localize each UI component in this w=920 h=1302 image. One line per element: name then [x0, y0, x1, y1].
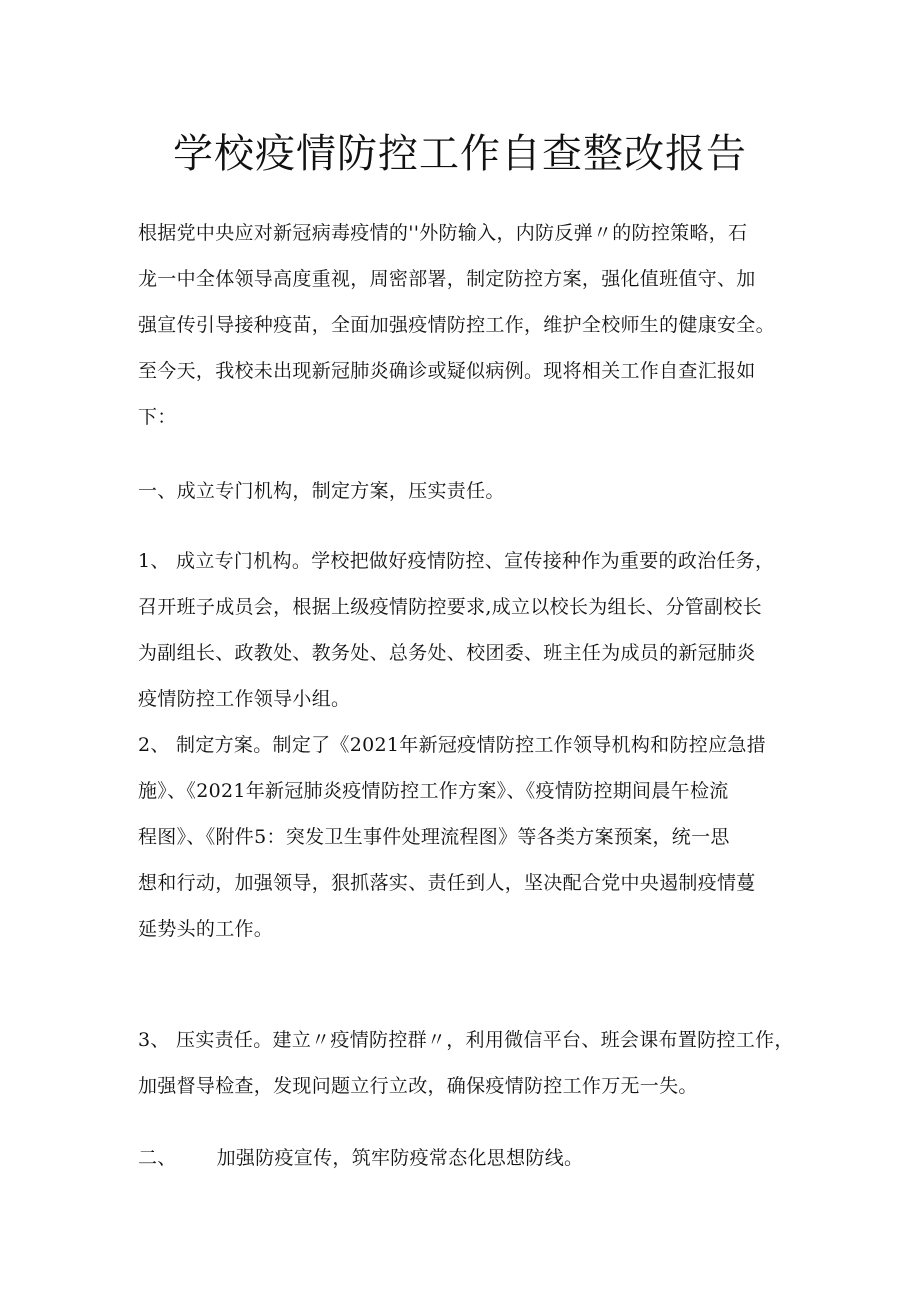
section1-item2-paragraph	[138, 722, 790, 952]
item2-line: 2、 制定方案。制定了《2021年新冠疫情防控工作领导机构和防控应急措	[138, 734, 766, 756]
section2-heading	[138, 1135, 790, 1181]
item1-line: 召开班子成员会，根据上级疫情防控要求,成立以校长为组长、分管副校长	[138, 596, 762, 618]
section1-item3-paragraph	[138, 1017, 794, 1109]
intro-line: 根据党中央应对新冠病毒疫情的''外防输入，内防反弹〃的防控策略，石	[138, 222, 748, 244]
item2-line: 想和行动，加强领导，狠抓落实、责任到人，坚决配合党中央遏制疫情蔓	[138, 872, 756, 894]
item1-line: 疫情防控工作领导小组。	[138, 688, 351, 710]
intro-line: 龙一中全体领导高度重视，周密部署，制定防控方案，强化值班值守、加	[138, 268, 756, 290]
item2-line: 延势头的工作。	[138, 918, 274, 940]
intro-paragraph	[138, 210, 790, 440]
section1-heading-text: 一、成立专门机构，制定方案，压实责任。	[138, 480, 505, 502]
section2-heading-line	[138, 1135, 790, 1181]
section2-heading-text: 加强防疫宣传，筑牢防疫常态化思想防线。	[216, 1147, 584, 1169]
item1-line: 1、 成立专门机构。学校把做好疫情防控、宣传接种作为重要的政治任务，	[138, 550, 775, 572]
document-title: 学校疫情防控工作自查整改报告	[173, 131, 747, 177]
item2-line: 施》、《2021年新冠肺炎疫情防控工作方案》、《疫情防控期间晨午检流	[138, 780, 729, 802]
section2-number: 二、	[138, 1147, 177, 1169]
item3-line: 3、 压实责任。建立〃疫情防控群〃，利用微信平台、班会课布置防控工作，	[138, 1029, 794, 1051]
intro-line: 至今天，我校未出现新冠肺炎确诊或疑似病例。现将相关工作自查汇报如	[138, 360, 756, 382]
item2-line: 程图》、《附件5：突发卫生事件处理流程图》等各类方案预案，统一思	[138, 826, 730, 848]
item1-line: 为副组长、政教处、教务处、总务处、校团委、班主任为成员的新冠肺炎	[138, 642, 756, 664]
section1-heading	[138, 468, 790, 514]
intro-line: 下：	[138, 406, 177, 428]
section1-item1-paragraph	[138, 538, 790, 722]
item3-line: 加强督导检查，发现问题立行立改，确保疫情防控工作万无一失。	[138, 1075, 698, 1097]
intro-line: 强宣传引导接种疫苗，全面加强疫情防控工作，维护全校师生的健康安全。	[138, 314, 775, 336]
